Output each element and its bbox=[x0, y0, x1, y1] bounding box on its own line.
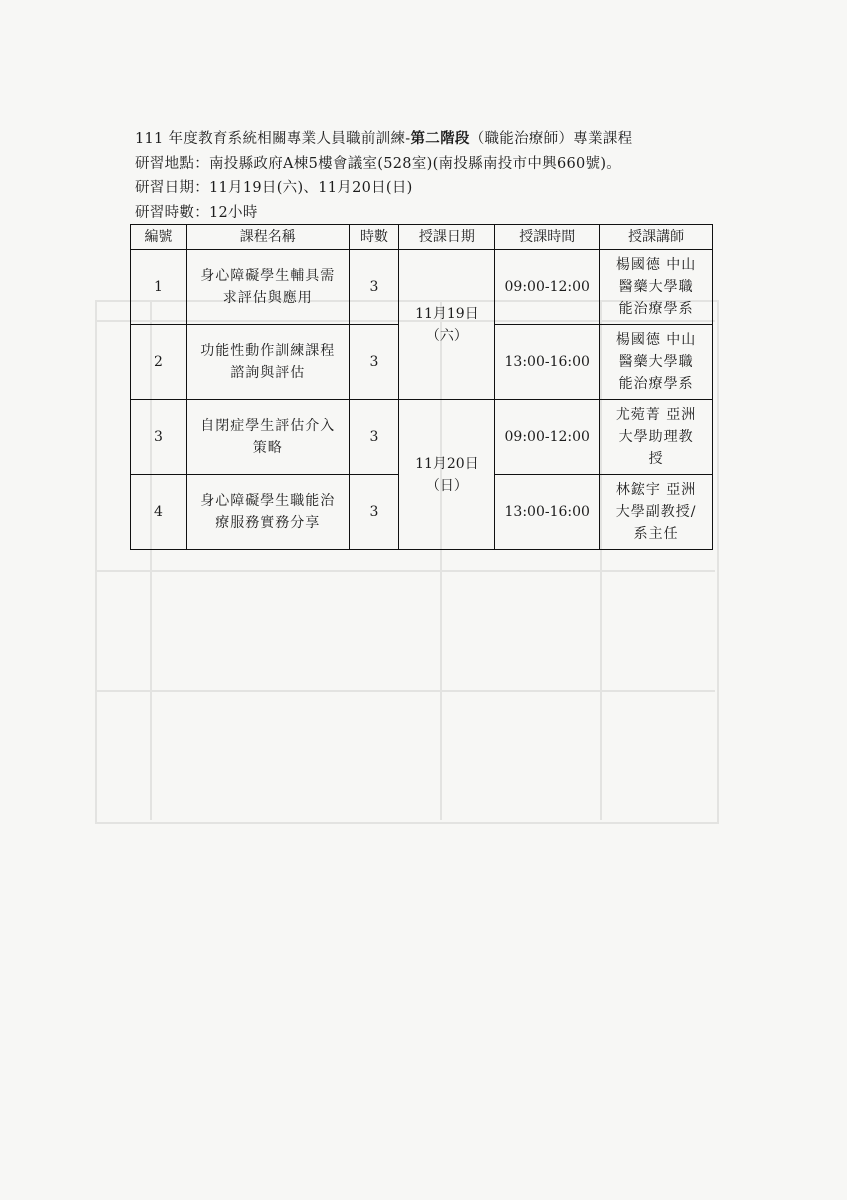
course-hours: 3 bbox=[349, 250, 399, 325]
table-row bbox=[131, 250, 713, 325]
course-date-day2: 11月20日 （日） bbox=[399, 400, 495, 550]
table-row bbox=[131, 400, 713, 475]
header-hours: 時數 bbox=[349, 225, 399, 250]
title-stage: 第二階段 bbox=[410, 130, 470, 147]
course-date-day1: 11月19日 （六） bbox=[399, 250, 495, 400]
course-hours: 3 bbox=[349, 400, 399, 475]
header-date: 授課日期 bbox=[399, 225, 495, 250]
header-time: 授課時間 bbox=[495, 225, 600, 250]
course-name: 身心障礙學生職能治 療服務實務分享 bbox=[186, 475, 349, 550]
row-no: 1 bbox=[131, 250, 187, 325]
course-schedule-table bbox=[130, 224, 713, 550]
header-no: 編號 bbox=[131, 225, 187, 250]
course-teacher: 尤菀菁 亞洲 大學助理教 授 bbox=[600, 400, 713, 475]
document-title bbox=[135, 127, 633, 152]
training-location: 研習地點：南投縣政府A棟5樓會議室(528室)(南投縣南投市中興660號)。 bbox=[135, 155, 622, 172]
training-hours: 研習時數：12小時 bbox=[135, 204, 258, 221]
course-name: 自閉症學生評估介入 策略 bbox=[186, 400, 349, 475]
course-hours: 3 bbox=[349, 475, 399, 550]
course-teacher: 楊國德 中山 醫藥大學職 能治療學系 bbox=[600, 250, 713, 325]
document-header bbox=[135, 127, 633, 225]
course-hours: 3 bbox=[349, 325, 399, 400]
course-name: 身心障礙學生輔具需 求評估與應用 bbox=[186, 250, 349, 325]
course-teacher: 林鋐宇 亞洲 大學副教授/ 系主任 bbox=[600, 475, 713, 550]
course-name: 功能性動作訓練課程 諮詢與評估 bbox=[186, 325, 349, 400]
course-time: 09:00-12:00 bbox=[495, 250, 600, 325]
course-time: 13:00-16:00 bbox=[495, 325, 600, 400]
title-prefix: 111 年度教育系統相關專業人員職前訓練- bbox=[135, 131, 411, 147]
course-teacher: 楊國德 中山 醫藥大學職 能治療學系 bbox=[600, 325, 713, 400]
row-no: 4 bbox=[131, 475, 187, 550]
course-time: 13:00-16:00 bbox=[495, 475, 600, 550]
title-suffix: （職能治療師）專業課程 bbox=[469, 131, 633, 147]
header-teacher: 授課講師 bbox=[600, 225, 713, 250]
training-dates: 研習日期：11月19日(六)、11月20日(日) bbox=[135, 180, 413, 196]
table-header-row bbox=[131, 225, 713, 250]
header-course: 課程名稱 bbox=[186, 225, 349, 250]
row-no: 2 bbox=[131, 325, 187, 400]
course-time: 09:00-12:00 bbox=[495, 400, 600, 475]
row-no: 3 bbox=[131, 400, 187, 475]
